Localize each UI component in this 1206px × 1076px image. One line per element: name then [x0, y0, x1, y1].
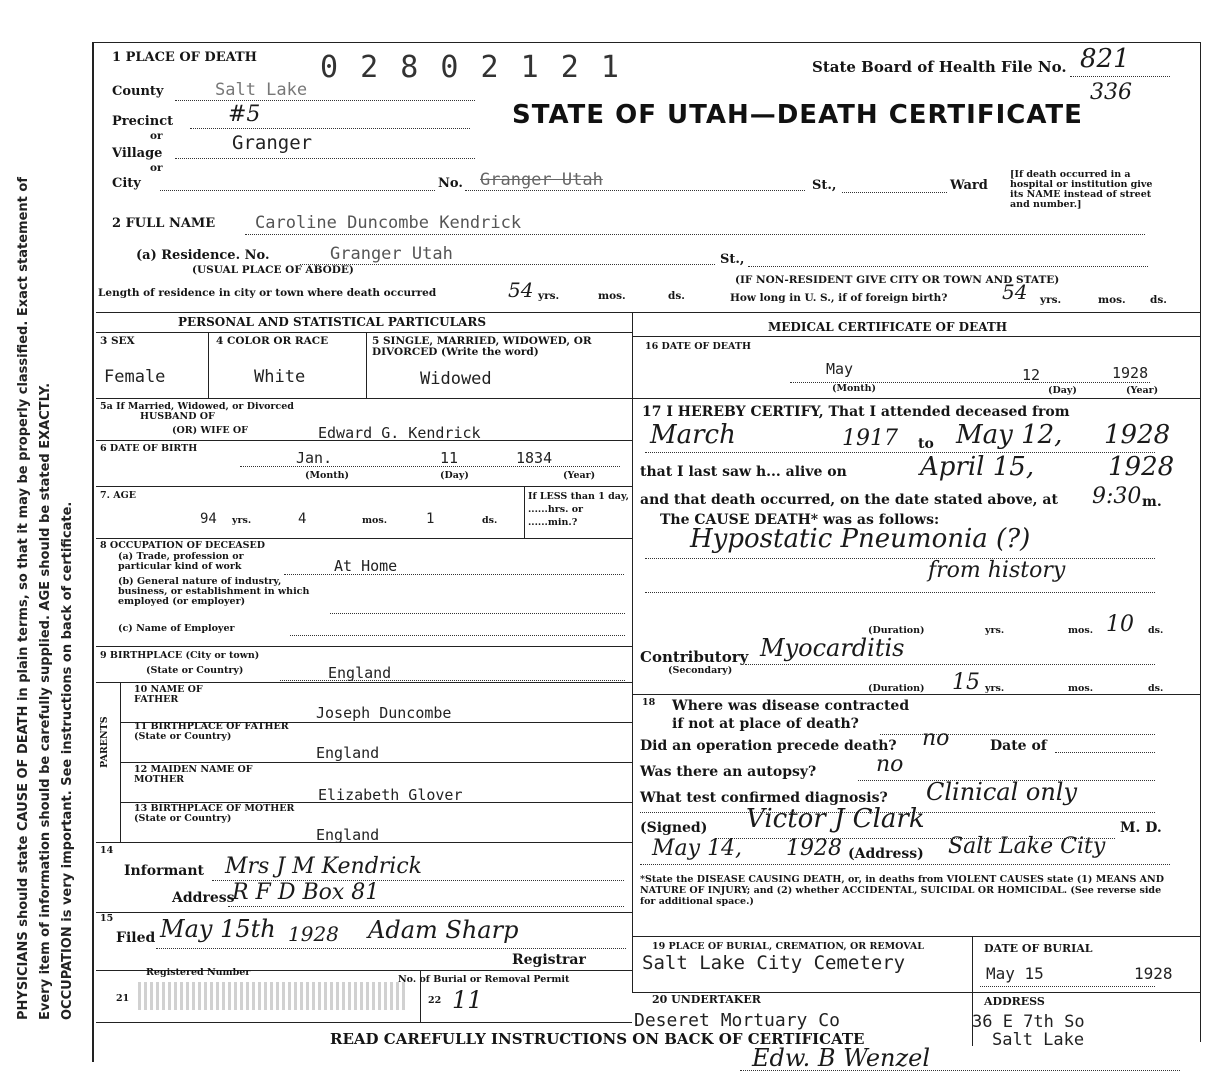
row-line: [96, 486, 632, 487]
cause-primary: Hypostatic Pneumonia (?): [690, 524, 1031, 554]
date-of-death-label: 16 DATE OF DEATH: [645, 341, 751, 352]
employer-label: (c) Name of Employer: [118, 623, 235, 634]
row-line: [96, 332, 632, 333]
burial-date-line: [980, 986, 1155, 987]
physician-signature: Victor J Clark: [746, 804, 925, 834]
dob-day: 11: [440, 449, 459, 467]
mos-label: mos.: [1068, 683, 1094, 694]
to-date: May 12,: [956, 420, 1063, 450]
cause-line: [645, 592, 1155, 593]
address-line: [228, 906, 624, 907]
undertaker-address: 36 E 7th So: [972, 1012, 1085, 1032]
duration-label: (Duration): [868, 625, 925, 636]
full-name-value: Caroline Duncombe Kendrick: [255, 213, 522, 233]
yrs-label: yrs.: [1040, 294, 1062, 306]
occurred-text: and that death occurred, on the date stated above, at: [640, 492, 1058, 508]
parents-label: PARENTS: [99, 716, 110, 768]
duration1-ds: 10: [1106, 612, 1134, 637]
where-number: 18: [642, 697, 656, 708]
length-residence-label: Length of residence in city or town where death occurred: [98, 287, 437, 299]
day-caption: (Day): [1048, 385, 1077, 396]
registered-number-prefix: 21: [116, 993, 130, 1004]
frame-right: [1200, 42, 1201, 1042]
center-divider: [632, 312, 633, 992]
residence-st-label: St.,: [720, 252, 745, 267]
mos-label: mos.: [362, 515, 388, 526]
father-birthplace-label: 11 BIRTHPLACE OF FATHER (State or Country): [134, 721, 289, 742]
sign-year: 1928: [786, 836, 842, 861]
time-of-death: 9:30: [1092, 484, 1142, 509]
less-than-day-label: If LESS than 1 day, ......hrs. or ......min.?: [528, 491, 629, 528]
or-label: or: [150, 162, 163, 174]
row-line: [96, 398, 632, 399]
ds-label: ds.: [1148, 683, 1164, 694]
personal-heading: PERSONAL AND STATISTICAL PARTICULARS: [178, 315, 487, 329]
employer-line: [290, 635, 625, 636]
st-line: [842, 192, 947, 193]
ds-label: ds.: [1148, 625, 1164, 636]
informant-value: Mrs J M Kendrick: [225, 854, 422, 879]
place-of-death-label: 1 PLACE OF DEATH: [112, 50, 257, 65]
occupation-a-label: (a) Trade, profession or particular kind of work: [118, 551, 244, 572]
birthplace-label: 9 BIRTHPLACE (City or town): [100, 650, 260, 661]
birthplace-line: [280, 680, 625, 681]
non-resident-note: (IF NON-RESIDENT GIVE CITY OR TOWN AND STATE): [735, 274, 1060, 286]
spouse-value: Edward G. Kendrick: [318, 424, 481, 442]
row-line: [96, 646, 632, 647]
informant-label: Informant: [124, 863, 204, 879]
st-label: St.,: [812, 178, 837, 193]
occupation-line: [284, 574, 624, 575]
from-year: 1917: [842, 426, 898, 451]
burial-permit-prefix: 22: [428, 995, 442, 1006]
age-yrs: 94: [200, 511, 217, 527]
yrs-label: yrs.: [538, 290, 560, 302]
margin-line-1: PHYSICIANS should state CAUSE OF DEATH in plain terms, so that it may be properly classified. Exact statement of: [16, 176, 31, 1020]
county-line: [175, 100, 475, 101]
informant-address-label: Address: [172, 890, 235, 906]
attended-line: [645, 452, 1155, 453]
date-of-label: Date of: [990, 738, 1047, 754]
burial-place-value: Salt Lake City Cemetery: [642, 952, 906, 974]
burial-date-value: May 15: [986, 964, 1044, 983]
autopsy-value: no: [876, 752, 904, 777]
village-label: Village: [112, 146, 163, 161]
margin-line-2: Every item of information should be carefully supplied. AGE should be stated EXACTLY.: [38, 382, 53, 1020]
yrs-label: yrs.: [985, 683, 1005, 694]
row-line: [96, 842, 632, 843]
birthplace-value: England: [328, 664, 392, 682]
where-label: Where was disease contracted: [672, 698, 910, 714]
precinct-line: [190, 128, 470, 129]
spouse-label-a: 5a If Married, Widowed, or Divorced: [100, 401, 294, 412]
date-of-line: [1055, 752, 1155, 753]
where-label-2: if not at place of death?: [672, 716, 859, 732]
file-no-label: State Board of Health File No.: [812, 58, 1067, 76]
informant-number: 14: [100, 845, 114, 856]
dod-day: 12: [1022, 366, 1041, 384]
registrar-signature: Adam Sharp: [368, 916, 519, 944]
operation-value: no: [922, 726, 950, 751]
informant-address: R F D Box 81: [232, 880, 380, 905]
page-title: STATE OF UTAH—DEATH CERTIFICATE: [512, 100, 1083, 130]
ds-label: ds.: [668, 290, 685, 302]
village-value: Granger: [232, 132, 313, 154]
col-line: [524, 486, 525, 538]
ds-label: ds.: [1150, 294, 1167, 306]
hospital-note: [If death occurred in a hospital or institution give its NAME instead of street and number.]: [1010, 169, 1153, 210]
dob-month: Jan.: [296, 449, 333, 467]
md-label: M. D.: [1120, 820, 1162, 836]
to-label: to: [918, 436, 934, 452]
row-line: [96, 912, 632, 913]
contributory-value: Myocarditis: [760, 634, 905, 662]
spouse-label-c: (OR) WIFE OF: [172, 425, 248, 436]
dob-label: 6 DATE OF BIRTH: [100, 443, 198, 454]
residence-label: (a) Residence. No.: [136, 248, 270, 263]
margin-instructions: [4, 60, 84, 1020]
dod-year: 1928: [1112, 364, 1149, 382]
secondary-label: (Secondary): [668, 665, 733, 676]
contributory-line: [745, 664, 1155, 665]
undertaker-address-label: ADDRESS: [984, 995, 1045, 1008]
duration-label: (Duration): [868, 683, 925, 694]
dod-month: May: [826, 360, 854, 378]
row-line: [96, 440, 632, 441]
duration2-yrs: 15: [952, 670, 980, 695]
or-label: or: [150, 130, 163, 142]
ward-label: Ward: [950, 178, 988, 193]
sex-value: Female: [104, 367, 166, 387]
cause-line: [645, 558, 1155, 559]
registered-number-obscured: [138, 982, 408, 1010]
precinct-value: #5: [228, 102, 261, 127]
physician-address: Salt Lake City: [948, 834, 1106, 859]
county-value: Salt Lake: [215, 80, 308, 100]
filed-number: 15: [100, 913, 114, 924]
certificate-number: 0 2 8 0 2 1 2 1: [320, 50, 621, 85]
row-line: [120, 762, 632, 763]
test-value: Clinical only: [926, 778, 1078, 806]
mother-label: 12 MAIDEN NAME OF MOTHER: [134, 764, 253, 785]
frame-left: [92, 42, 94, 1062]
no-value: Granger Utah: [480, 170, 603, 190]
footer-line: [740, 1070, 1180, 1071]
usual-abode: (USUAL PLACE OF ABODE): [192, 264, 354, 276]
precinct-label: Precinct: [112, 114, 174, 129]
residence-value: Granger Utah: [330, 244, 453, 264]
undertaker-address-2: Salt Lake: [992, 1030, 1085, 1050]
filed-line: [156, 948, 626, 949]
footer-signature: Edw. B Wenzel: [752, 1044, 930, 1072]
frame-top: [92, 42, 1200, 43]
last-saw-text: that I last saw h... alive on: [640, 464, 847, 480]
occupation-b-line: [330, 613, 625, 614]
m-label: m.: [1142, 494, 1162, 510]
row-line: [632, 694, 1200, 695]
ds-label: ds.: [482, 515, 498, 526]
yrs-label: yrs.: [232, 515, 252, 526]
occupation-b-label: (b) General nature of industry, business, or establishment in which employed (or employer): [118, 576, 310, 607]
col-line: [366, 332, 367, 398]
city-line: [160, 190, 435, 191]
row-line: [632, 936, 1200, 937]
color-label: 4 COLOR OR RACE: [216, 335, 329, 347]
margin-line-3: OCCUPATION is very important. See instructions on back of certificate.: [60, 501, 75, 1020]
undertaker-value: Deseret Mortuary Co: [634, 1010, 840, 1031]
month-caption: (Month): [832, 383, 877, 394]
residence-st-line: [748, 266, 1148, 267]
sex-label: 3 SEX: [100, 335, 135, 347]
mos-label: mos.: [598, 290, 626, 302]
file-no-line: [1070, 76, 1170, 77]
dob-year: 1834: [516, 449, 553, 467]
marital-value: Widowed: [420, 369, 492, 389]
us-label: How long in U. S., if of foreign birth?: [730, 292, 948, 304]
undertaker-label: 20 UNDERTAKER: [652, 993, 761, 1006]
file-no-value: 821: [1080, 44, 1130, 74]
village-line: [175, 158, 475, 159]
mother-birthplace-value: England: [316, 826, 380, 844]
address-line: [640, 864, 1170, 865]
full-name-label: 2 FULL NAME: [112, 216, 216, 231]
test-label: What test confirmed diagnosis?: [640, 790, 888, 806]
from-date: March: [650, 420, 736, 450]
row-line: [96, 682, 632, 683]
col-line: [208, 332, 209, 398]
row-line: [96, 538, 632, 539]
operation-label: Did an operation precede death?: [640, 738, 897, 754]
mos-label: mos.: [1098, 294, 1126, 306]
last-saw-year: 1928: [1108, 452, 1175, 482]
registered-number-label: Registered Number: [146, 967, 251, 978]
signed-label: (Signed): [640, 820, 708, 836]
father-value: Joseph Duncombe: [316, 704, 452, 722]
burial-permit-label: No. of Burial or Removal Permit: [398, 974, 570, 985]
extra-number: 336: [1090, 80, 1132, 105]
mother-value: Elizabeth Glover: [318, 786, 463, 804]
no-label: No.: [438, 176, 463, 191]
burial-date-label: DATE OF BURIAL: [984, 942, 1093, 955]
registrar-label: Registrar: [512, 952, 586, 968]
no-line: [465, 190, 805, 191]
length-yrs: 54: [508, 278, 534, 302]
residence-line: [300, 264, 715, 265]
cause-secondary: from history: [928, 558, 1066, 583]
medical-heading: MEDICAL CERTIFICATE OF DEATH: [768, 320, 1008, 334]
sign-date: May 14,: [652, 836, 743, 861]
father-birthplace-value: England: [316, 744, 380, 762]
month-caption: (Month): [305, 470, 350, 481]
dob-line: [240, 466, 620, 467]
burial-permit-value: 11: [452, 986, 483, 1014]
city-label: City: [112, 176, 141, 191]
birthplace-sub: (State or Country): [146, 665, 244, 676]
yrs-label: yrs.: [985, 625, 1005, 636]
to-year: 1928: [1104, 420, 1171, 450]
contributory-label: Contributory: [640, 648, 749, 666]
color-value: White: [254, 367, 306, 387]
year-caption: (Year): [563, 470, 596, 481]
us-yrs: 54: [1002, 280, 1028, 304]
burial-place-label: 19 PLACE OF BURIAL, CREMATION, OR REMOVAL: [652, 941, 924, 952]
footer-instructions: READ CAREFULLY INSTRUCTIONS ON BACK OF CERTIFICATE: [330, 1030, 865, 1048]
row-line: [632, 398, 1200, 399]
mother-birthplace-label: 13 BIRTHPLACE OF MOTHER (State or Country): [134, 803, 295, 824]
occupation-value: At Home: [334, 557, 398, 575]
age-label: 7. AGE: [100, 490, 136, 501]
father-label: 10 NAME OF FATHER: [134, 684, 203, 705]
last-saw-date: April 15,: [920, 452, 1035, 482]
split-line: [96, 312, 1200, 313]
year-caption: (Year): [1126, 385, 1159, 396]
day-caption: (Day): [440, 470, 469, 481]
age-mos: 4: [298, 511, 307, 527]
full-name-line: [245, 234, 1145, 235]
spouse-label-b: HUSBAND OF: [140, 411, 215, 422]
marital-label: 5 SINGLE, MARRIED, WIDOWED, OR DIVORCED (Write the word): [372, 335, 592, 358]
cause-label: The CAUSE DEATH* was as follows:: [660, 512, 940, 528]
row-line: [632, 336, 1200, 337]
footnote: *State the DISEASE CAUSING DEATH, or, in deaths from VIOLENT CAUSES state (1) MEANS AND NATURE OF INJURY; and (2) whether ACCIDENTAL, SUICIDAL OR HOMICIDAL. (See reverse side for additional space.): [640, 874, 1164, 907]
mos-label: mos.: [1068, 625, 1094, 636]
county-label: County: [112, 84, 164, 99]
row-line: [96, 1022, 632, 1023]
autopsy-label: Was there an autopsy?: [640, 764, 817, 780]
age-ds: 1: [426, 511, 435, 527]
filed-date: May 15th: [160, 915, 276, 943]
certify-text: 17 I HEREBY CERTIFY, That I attended deceased from: [642, 404, 1070, 420]
filed-label: Filed: [116, 930, 156, 946]
burial-year: 1928: [1134, 964, 1173, 983]
occupation-label: 8 OCCUPATION OF DECEASED: [100, 540, 266, 551]
filed-year: 1928: [288, 922, 339, 946]
physician-address-label: (Address): [848, 846, 924, 862]
